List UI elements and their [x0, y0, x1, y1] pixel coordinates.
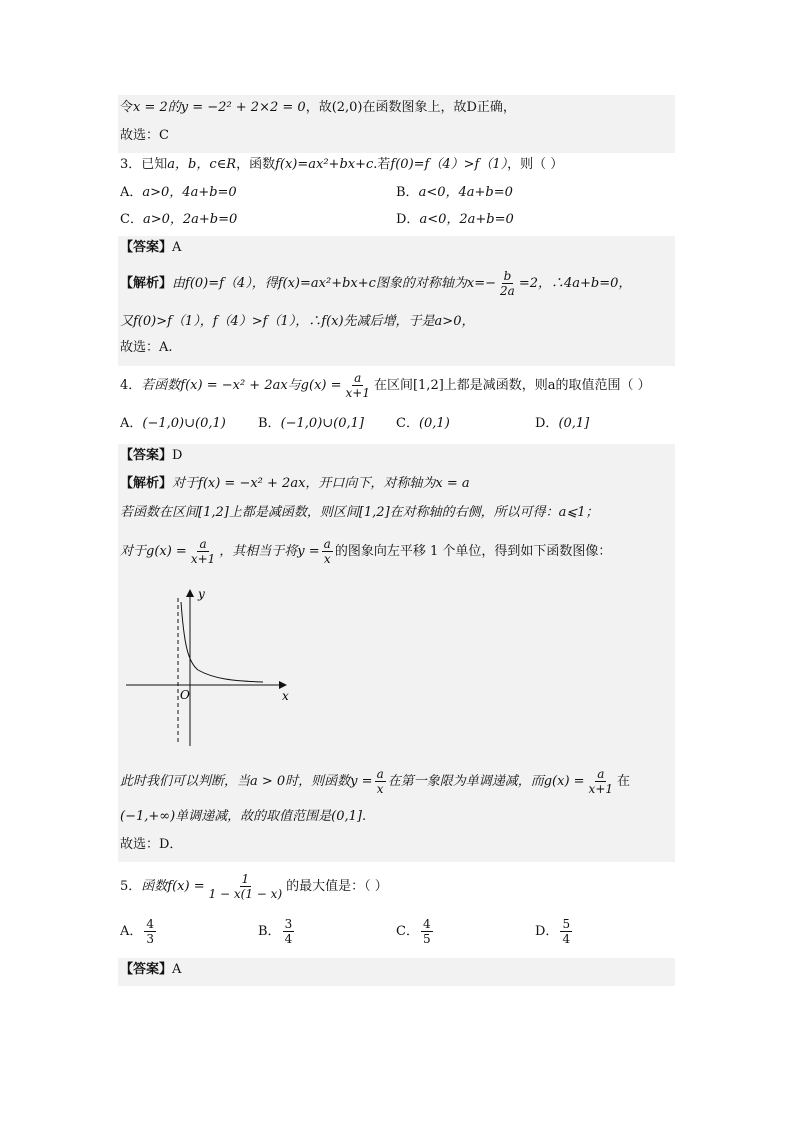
q3-analysis-line-1: 【解析】由f(0)=f（4），得f(x)=ax²+bx+c图象的对称轴为x=− $\frac{b}{2a}$ =2，∴4a+b=0， — [120, 269, 632, 298]
q3-stem: 3．已知a，b，c∈R，函数f(x)=ax²+bx+c.若f(0)=f（4）>f（1），则（ ） — [120, 157, 564, 172]
fraction: $\frac{3}{4}$ — [284, 917, 293, 946]
fraction: $\frac{a}{x}$ — [376, 767, 384, 796]
q3-option-a: A．a>0，4a+b=0 — [120, 185, 237, 200]
q2-solution-line-1: 令x = 2的y = −2² + 2×2 = 0，故(2,0)在函数图象上，故D正确， — [120, 100, 516, 115]
q5-option-b: B． $\frac{3}{4}$ — [258, 917, 293, 946]
q3-option-c: C．a>0，2a+b=0 — [120, 212, 238, 227]
q4-analysis-line-3: 对于g(x) = $\frac{a}{x+1}$ ，其相当于将y = $\frac{a}{x}$ 的图象向左平移 1 个单位，得到如下函数图像： — [120, 537, 612, 566]
hyperbola-curve — [181, 602, 263, 682]
q4-option-b: B．(−1,0)∪(0,1] — [258, 416, 364, 431]
solution-block-q5 — [118, 958, 675, 986]
q3-analysis-line-2: 又f(0)>f（1），f（4）>f（1），∴f(x)先减后增，于是a>0， — [120, 314, 475, 329]
origin-label: O — [180, 688, 190, 702]
q3-option-b: B．a<0，4a+b=0 — [396, 185, 513, 200]
fraction: $\frac{5}{4}$ — [562, 917, 571, 946]
q2-solution-line-2: 故选：C — [120, 128, 169, 143]
q4-analysis-line-4: 此时我们可以判断，当a > 0时，则函数y = $\frac{a}{x}$ 在第一象限为单调递减，而g(x) = $\frac{a}{x+1}$ 在 — [120, 767, 631, 796]
q5-option-c: C． $\frac{4}{5}$ — [396, 917, 431, 946]
function-graph — [118, 584, 308, 752]
q4-analysis-line-1: 【解析】对于f(x) = −x² + 2ax，开口向下，对称轴为x = a — [120, 476, 470, 491]
q3-answer: 【答案】A — [120, 240, 182, 255]
q4-option-c: C．(0,1) — [396, 416, 450, 431]
q4-stem: 4．若函数f(x) = −x² + 2ax与g(x) = $\frac{a}{x+1}$ 在区间[1,2]上都是减函数，则a的取值范围（ ） — [120, 371, 651, 400]
solution-block-q3 — [118, 236, 675, 366]
q4-option-d: D．(0,1] — [535, 416, 590, 431]
fraction: $\frac{a}{x+1}$ — [190, 537, 216, 566]
fraction: $\frac{1}{1 - x(1 - x)}$ — [208, 872, 283, 901]
q4-analysis-line-2: 若函数在区间[1,2]上都是减函数，则区间[1,2]在对称轴的右侧，所以可得：a⩽1； — [120, 505, 599, 520]
q4-answer: 【答案】D — [120, 448, 183, 463]
fraction: $\frac{4}{5}$ — [422, 917, 431, 946]
fraction: $\frac{a}{x}$ — [323, 537, 331, 566]
q5-option-d: D． $\frac{5}{4}$ — [535, 917, 571, 946]
q5-stem: 5．函数f(x) = $\frac{1}{1 - x(1 - x)}$ 的最大值是：（ ） — [120, 872, 388, 901]
q3-option-d: D．a<0，2a+b=0 — [396, 212, 514, 227]
q3-analysis-line-3: 故选：A. — [120, 340, 173, 355]
q4-option-a: A．(−1,0)∪(0,1) — [120, 416, 226, 431]
fraction: $\frac{a}{x+1}$ — [588, 767, 614, 796]
fraction: $\frac{4}{3}$ — [146, 917, 155, 946]
x-axis-label: x — [282, 689, 289, 703]
q5-option-a: A． $\frac{4}{3}$ — [120, 917, 155, 946]
q5-answer: 【答案】A — [120, 962, 182, 977]
fraction: $\frac{a}{x+1}$ — [345, 371, 370, 400]
fraction: $\frac{b}{2a}$ — [500, 269, 515, 298]
q4-analysis-line-5: (−1,+∞)单调递减，故的取值范围是(0,1]. — [120, 809, 367, 824]
q4-analysis-line-6: 故选：D． — [120, 837, 183, 852]
y-axis-label: y — [198, 587, 205, 601]
